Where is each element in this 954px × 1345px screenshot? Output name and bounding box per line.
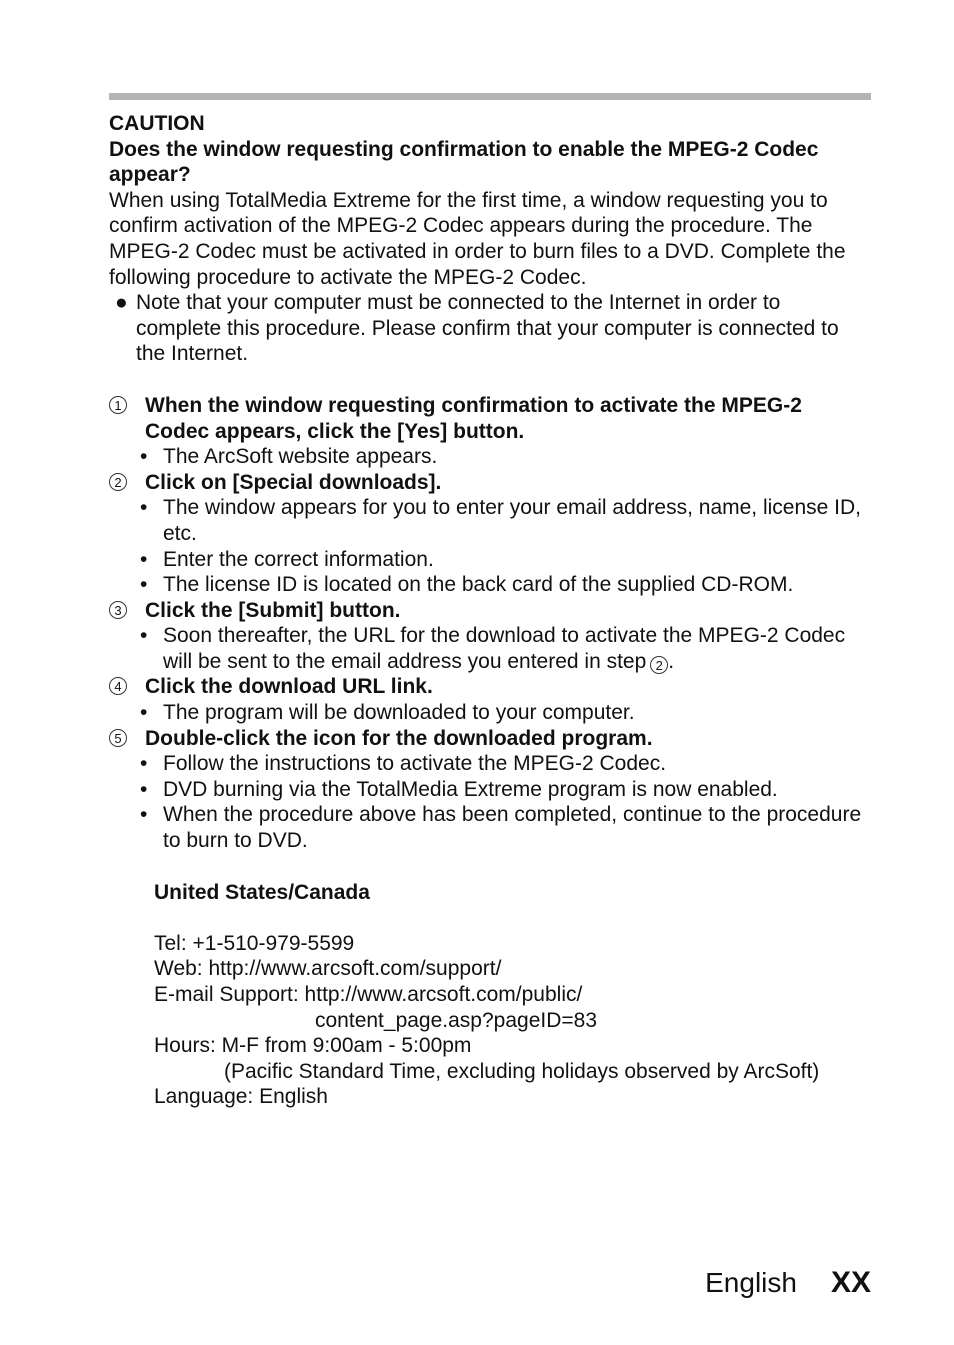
step-5-bullet-2: DVD burning via the TotalMedia Extreme program is now enabled.: [163, 777, 778, 801]
step-number-3: 3: [109, 601, 127, 619]
bullet-dot-icon: •: [140, 777, 148, 801]
bullet-dot-icon: •: [140, 624, 148, 648]
step-5: [109, 726, 871, 752]
contact-block: [109, 880, 871, 1110]
step-2-bullet-3: The license ID is located on the back card of the supplied CD-ROM.: [163, 573, 794, 597]
bullet-dot-icon: •: [140, 547, 148, 571]
list-item: [109, 700, 871, 726]
step-4-bullet-1: The program will be downloaded to your computer.: [163, 701, 635, 725]
contact-email-line2: content_page.asp?pageID=83: [315, 1008, 597, 1032]
bullet-dot-icon: •: [140, 496, 148, 520]
step-2-title: Click on [Special downloads].: [145, 470, 442, 494]
list-item: [109, 495, 871, 546]
contact-hours: Hours: M-F from 9:00am - 5:00pm: [154, 1034, 472, 1058]
step-5-bullet-3: When the procedure above has been completed, continue to the procedure to burn to DVD.: [163, 803, 862, 853]
list-item: [109, 802, 871, 853]
contact-language: Language: English: [154, 1085, 328, 1109]
page-footer: [705, 1266, 871, 1300]
list-item: [109, 444, 871, 470]
list-item: [109, 777, 871, 803]
bullet-dot-icon: •: [140, 573, 148, 597]
step-2-bullet-2: Enter the correct information.: [163, 547, 434, 571]
step-3-bullet-1: Soon thereafter, the URL for the download to activate the MPEG-2 Codec will be sent to the email address you entered in step: [163, 624, 846, 673]
step-4: [109, 674, 871, 700]
step-1-bullet-1: The ArcSoft website appears.: [163, 445, 438, 469]
contact-tel: Tel: +1-510-979-5599: [154, 931, 355, 955]
step-2-bullet-1: The window appears for you to enter your email address, name, license ID, etc.: [163, 496, 862, 545]
caution-note-text: Note that your computer must be connected to the Internet in order to complete this procedure. Please confirm that your computer is connected to the Internet.: [136, 291, 839, 366]
step-4-title: Click the download URL link.: [145, 675, 433, 699]
bullet-dot-icon: ●: [115, 291, 128, 315]
contact-web: Web: http://www.arcsoft.com/support/: [154, 957, 502, 981]
contact-hours-note: (Pacific Standard Time, excluding holidays observed by ArcSoft): [224, 1059, 820, 1083]
step-5-bullet-1: Follow the instructions to activate the MPEG-2 Codec.: [163, 752, 667, 776]
step-number-5: 5: [109, 729, 127, 747]
list-item: [109, 547, 871, 573]
step-3-title: Click the [Submit] button.: [145, 598, 401, 622]
bullet-dot-icon: •: [140, 445, 148, 469]
step-1: [109, 393, 871, 444]
list-item: • Soon thereafter, the URL for the download to activate the MPEG-2 Codec will be sent to the email address you entered in step 2 .: [140, 624, 846, 673]
step-2: [109, 470, 871, 496]
bullet-dot-icon: •: [140, 752, 148, 776]
bullet-dot-icon: •: [140, 701, 148, 725]
step-number-1: 1: [109, 396, 127, 414]
list-item: [109, 751, 871, 777]
step-5-title: Double-click the icon for the downloaded program.: [145, 726, 653, 750]
step-ref-2: 2: [650, 656, 668, 674]
caution-label: CAUTION: [109, 112, 205, 135]
contact-email-line1: E-mail Support: http://www.arcsoft.com/public/: [154, 983, 583, 1006]
caution-body: When using TotalMedia Extreme for the first time, a window requesting you to confirm activation of the MPEG-2 Codec appears during the procedure. The MPEG-2 Codec must be activated in order to burn files to a DVD. Complete the following procedure to activate the MPEG-2 Codec.: [109, 188, 846, 289]
bullet-dot-icon: •: [140, 803, 148, 827]
step-1-title: When the window requesting confirmation to activate the MPEG-2 Codec appears, click the [Yes] button.: [145, 393, 802, 443]
step-number-4: 4: [109, 677, 127, 695]
step-number-2: 2: [109, 473, 127, 491]
contact-region: United States/Canada: [154, 880, 370, 904]
caution-note: [109, 290, 871, 367]
list-item: [109, 572, 871, 598]
caution-divider: [109, 93, 871, 100]
step-3: [109, 598, 871, 624]
page-content: [109, 93, 871, 1110]
page-number: XX: [830, 1266, 871, 1299]
footer-language: English: [705, 1267, 797, 1298]
caution-question: Does the window requesting confirmation to enable the MPEG-2 Codec appear?: [109, 137, 819, 187]
